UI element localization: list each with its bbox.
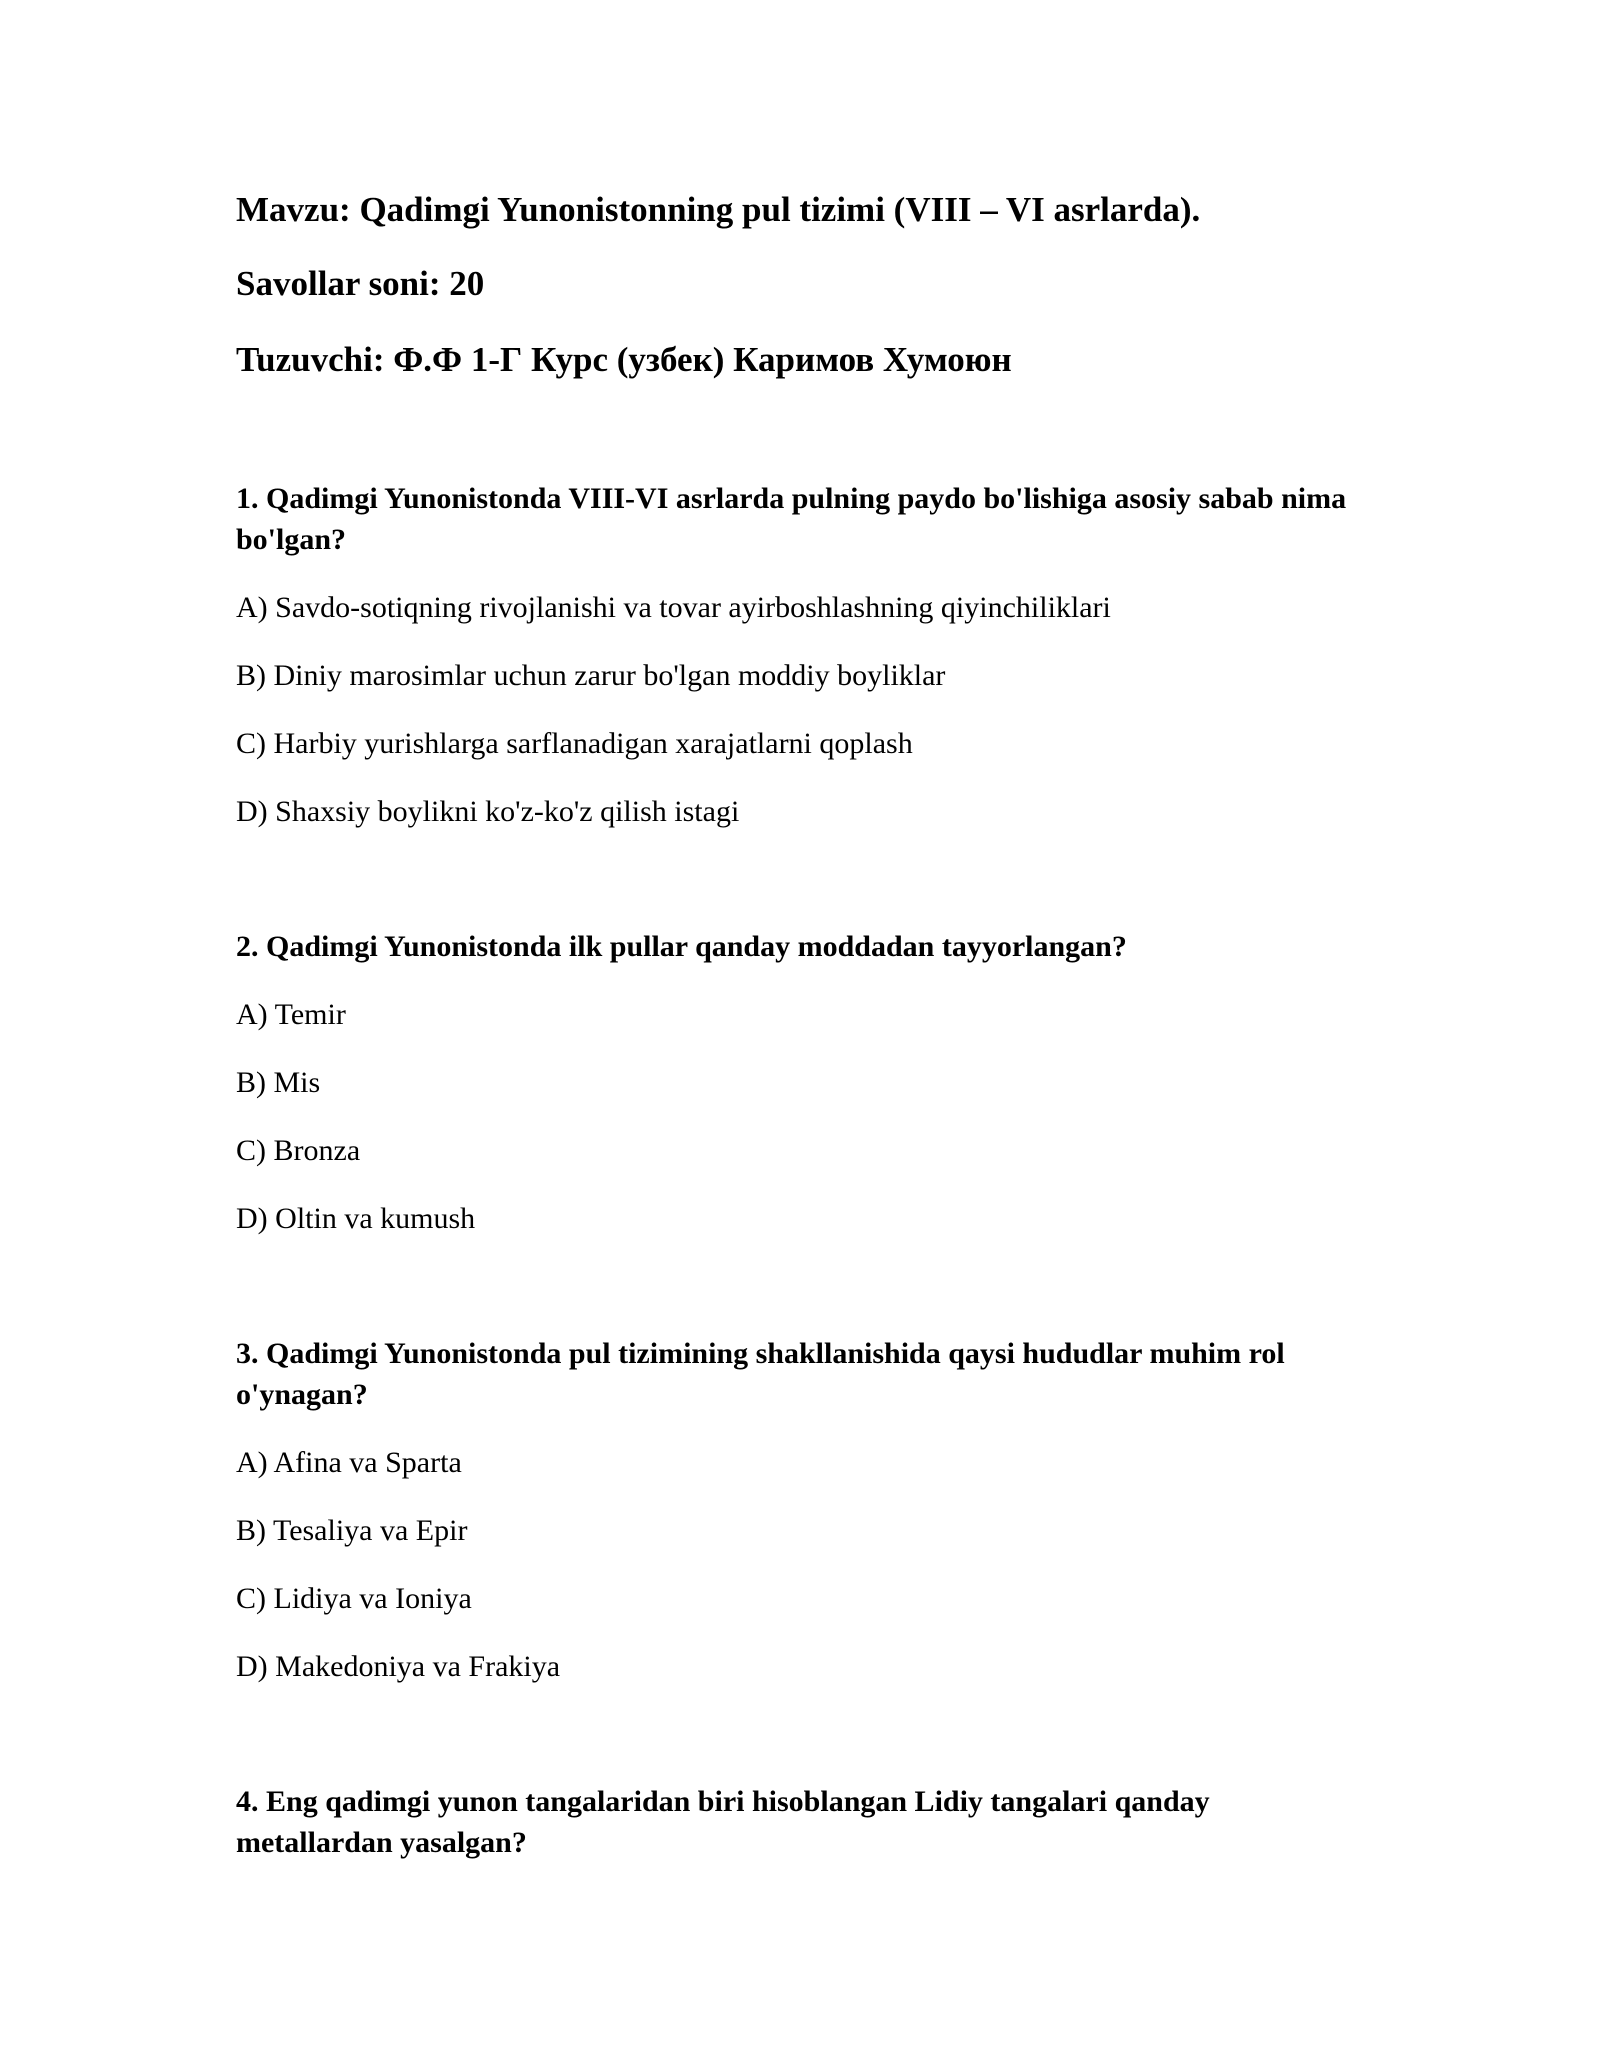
question-block <box>236 926 1366 1239</box>
author-heading: Tuzuvchi: Ф.Ф 1-Г Курс (узбек) Каримов Хумоюн <box>236 340 1012 379</box>
answer-option: B) Mis <box>236 1066 321 1099</box>
answer-option: B) Diniy marosimlar uchun zarur bo'lgan moddiy boyliklar <box>236 659 946 692</box>
answer-option: A) Temir <box>236 998 346 1031</box>
answer-option: D) Makedoniya va Frakiya <box>236 1650 561 1683</box>
answer-option: A) Afina va Sparta <box>236 1446 462 1479</box>
topic-heading: Mavzu: Qadimgi Yunonistonning pul tizimi (VIII – VI asrlarda). <box>236 190 1201 229</box>
answer-option: D) Shaxsiy boylikni ko'z-ko'z qilish istagi <box>236 795 740 828</box>
question-title: 4. Eng qadimgi yunon tangalaridan biri hisoblangan Lidiy tangalari qanday metallardan yasalgan? <box>236 1785 1210 1859</box>
question-block <box>236 478 1366 832</box>
question-title: 3. Qadimgi Yunonistonda pul tizimining shakllanishida qaysi hududlar muhim rol o'ynagan? <box>236 1337 1285 1411</box>
question-block <box>236 1333 1366 1687</box>
answer-option: C) Lidiya va Ioniya <box>236 1582 472 1615</box>
answer-option: D) Oltin va kumush <box>236 1202 476 1235</box>
question-title: 2. Qadimgi Yunonistonda ilk pullar qanday moddadan tayyorlangan? <box>236 930 1127 963</box>
answer-option: B) Tesaliya va Epir <box>236 1514 468 1547</box>
answer-option: A) Savdo-sotiqning rivojlanishi va tovar ayirboshlashning qiyinchiliklari <box>236 591 1111 624</box>
answer-option: C) Harbiy yurishlarga sarflanadigan xarajatlarni qoplash <box>236 727 913 760</box>
answer-option: C) Bronza <box>236 1134 361 1167</box>
question-count-heading: Savollar soni: 20 <box>236 264 485 303</box>
question-title: 1. Qadimgi Yunonistonda VIII-VI asrlarda pulning paydo bo'lishiga asosiy sabab nima bo'lgan? <box>236 482 1347 556</box>
question-block <box>236 1781 1366 1863</box>
